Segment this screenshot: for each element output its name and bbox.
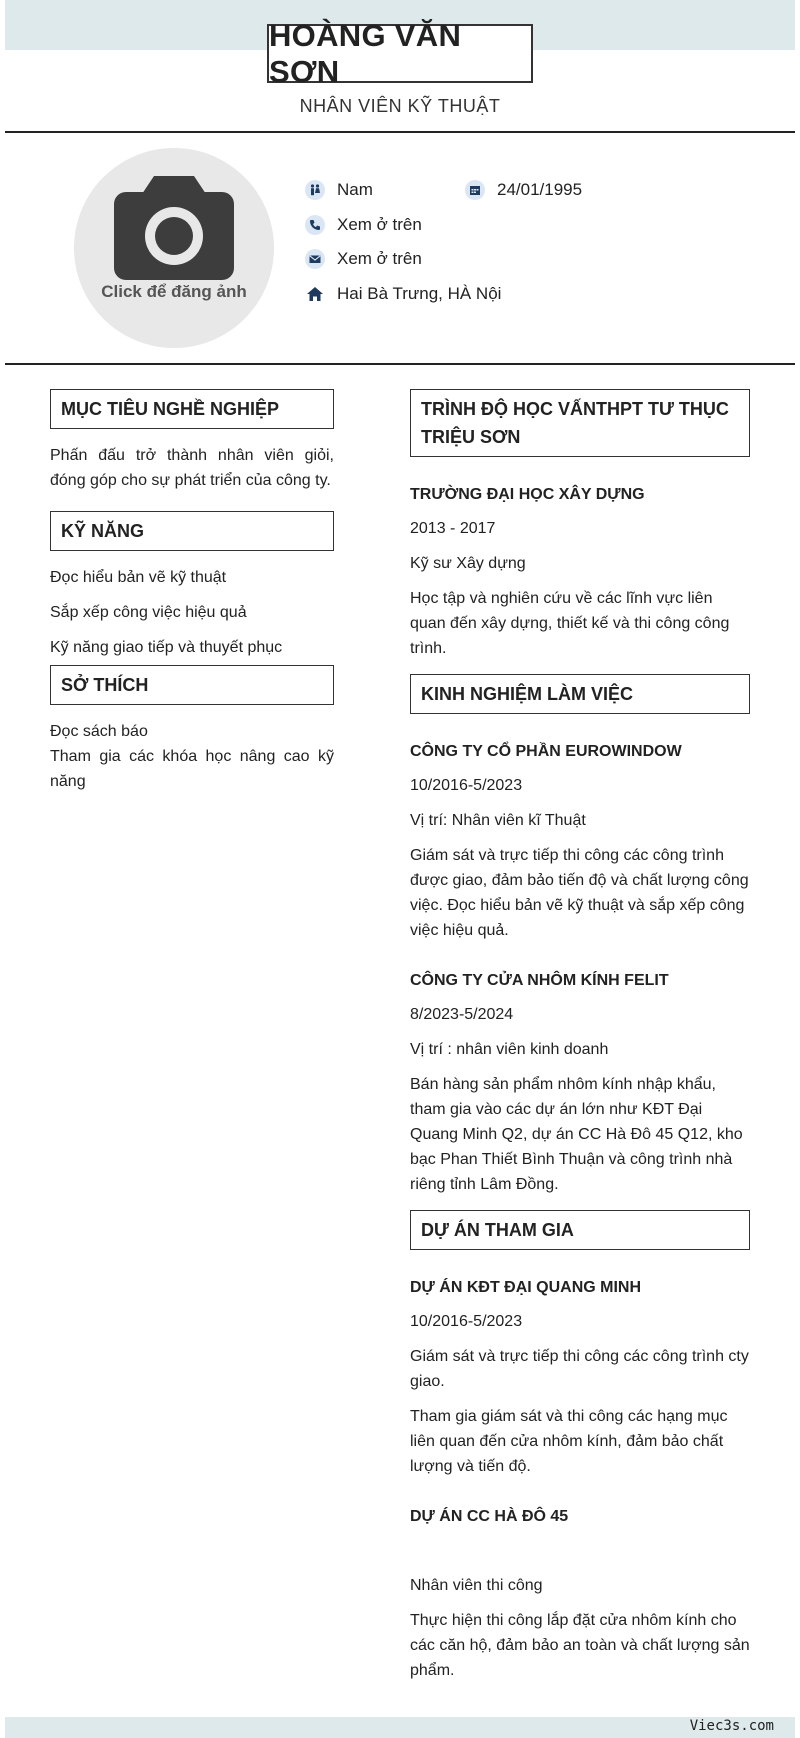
mail-icon [305, 249, 325, 269]
project-period: 10/2016-5/2023 [410, 1313, 523, 1330]
job-company: CÔNG TY CỔ PHẦN EUROWINDOW [410, 743, 682, 760]
experience-heading: KINH NGHIỆM LÀM VIỆC [410, 674, 750, 714]
hobbies-heading: SỞ THÍCH [50, 665, 334, 705]
skill-item: Đọc hiểu bản vẽ kỹ thuật [50, 569, 227, 586]
project-text: Giám sát và trực tiếp thi công các công trình cty giao. [410, 1348, 749, 1390]
calendar-icon [465, 180, 485, 200]
gender-row [305, 180, 373, 200]
gender-value: Nam [337, 180, 373, 199]
job-period: 10/2016-5/2023 [410, 777, 523, 794]
job-company: CÔNG TY CỬA NHÔM KÍNH FELIT [410, 972, 669, 989]
job-position: Vị trí : nhân viên kinh doanh [410, 1041, 609, 1058]
left-column [50, 389, 334, 794]
education-degree: Kỹ sư Xây dựng [410, 555, 526, 572]
project-text: Thực hiện thi công lắp đặt cửa nhôm kính cho các căn hộ, đảm bảo an toàn và chất lượng sản phẩm. [410, 1612, 750, 1679]
home-icon [305, 284, 325, 304]
experience-entry [410, 743, 750, 943]
address-value: Hai Bà Trưng, HÀ Nội [337, 284, 502, 303]
project-entry [410, 1508, 750, 1683]
phone-icon [305, 215, 325, 235]
divider-top [5, 131, 795, 133]
phone-row [305, 215, 422, 235]
phone-value: Xem ở trên [337, 215, 422, 234]
education-period: 2013 - 2017 [410, 520, 496, 537]
address-row [305, 284, 501, 304]
project-name: DỰ ÁN CC HÀ ĐÔ 45 [410, 1508, 569, 1525]
birthdate-row [465, 180, 582, 200]
project-entry [410, 1279, 750, 1479]
objective-heading: MỤC TIÊU NGHỀ NGHIỆP [50, 389, 334, 429]
job-period: 8/2023-5/2024 [410, 1006, 514, 1023]
right-column [410, 389, 750, 1683]
divider-middle [5, 363, 795, 365]
project-role: Nhân viên thi công [410, 1577, 543, 1594]
skill-item: Kỹ năng giao tiếp và thuyết phục [50, 639, 283, 656]
job-position: Vị trí: Nhân viên kĩ Thuật [410, 812, 586, 829]
camera-icon [114, 176, 234, 280]
avatar-upload[interactable] [74, 148, 274, 348]
job-title: NHÂN VIÊN KỸ THUẬT [299, 96, 501, 116]
education-description: Học tập và nghiên cứu về các lĩnh vực liên quan đến xây dựng, thiết kế và thi công công trình. [410, 590, 730, 657]
objective-text: Phấn đấu trở thành nhân viên giỏi, đóng góp cho sự phát triển của công ty. [50, 447, 334, 489]
project-text: Tham gia giám sát và thi công các hạng mục liên quan đến cửa nhôm kính, đảm bảo chất lượng và tiến độ. [410, 1408, 728, 1475]
avatar-caption: Click để đăng ảnh [101, 282, 247, 301]
footer-band [5, 1717, 795, 1738]
job-description: Bán hàng sản phẩm nhôm kính nhập khẩu, tham gia vào các dự án lớn như KĐT Đại Quang Minh Q2, dự án CC Hà Đô 45 Q12, kho bạc Phan Thiết Bình Thuận và công trình nhà riêng tỉnh Lâm Đồng. [410, 1076, 743, 1193]
education-school: TRƯỜNG ĐẠI HỌC XÂY DỰNG [410, 486, 645, 503]
hobby-item: Đọc sách báo [50, 723, 148, 740]
hobby-item: Tham gia các khóa học nâng cao kỹ năng [50, 748, 334, 790]
site-watermark: Viec3s.com [689, 1718, 774, 1734]
education-heading: TRÌNH ĐỘ HỌC VẤNTHPT TƯ THỤC TRIỆU SƠN [410, 389, 750, 457]
email-row [305, 249, 422, 269]
email-value: Xem ở trên [337, 249, 422, 268]
gender-icon [305, 180, 325, 200]
candidate-name: HOÀNG VĂN SƠN [267, 24, 533, 83]
skill-item: Sắp xếp công việc hiệu quả [50, 604, 247, 621]
experience-entry [410, 972, 750, 1197]
project-name: DỰ ÁN KĐT ĐẠI QUANG MINH [410, 1279, 642, 1296]
skills-heading: KỸ NĂNG [50, 511, 334, 551]
job-description: Giám sát và trực tiếp thi công các công trình được giao, đảm bảo tiến độ và chất lượng công việc. Đọc hiểu bản vẽ kỹ thuật và sắp xếp công việc hiệu quả. [410, 847, 749, 939]
projects-heading: DỰ ÁN THAM GIA [410, 1210, 750, 1250]
birthdate-value: 24/01/1995 [497, 180, 583, 199]
